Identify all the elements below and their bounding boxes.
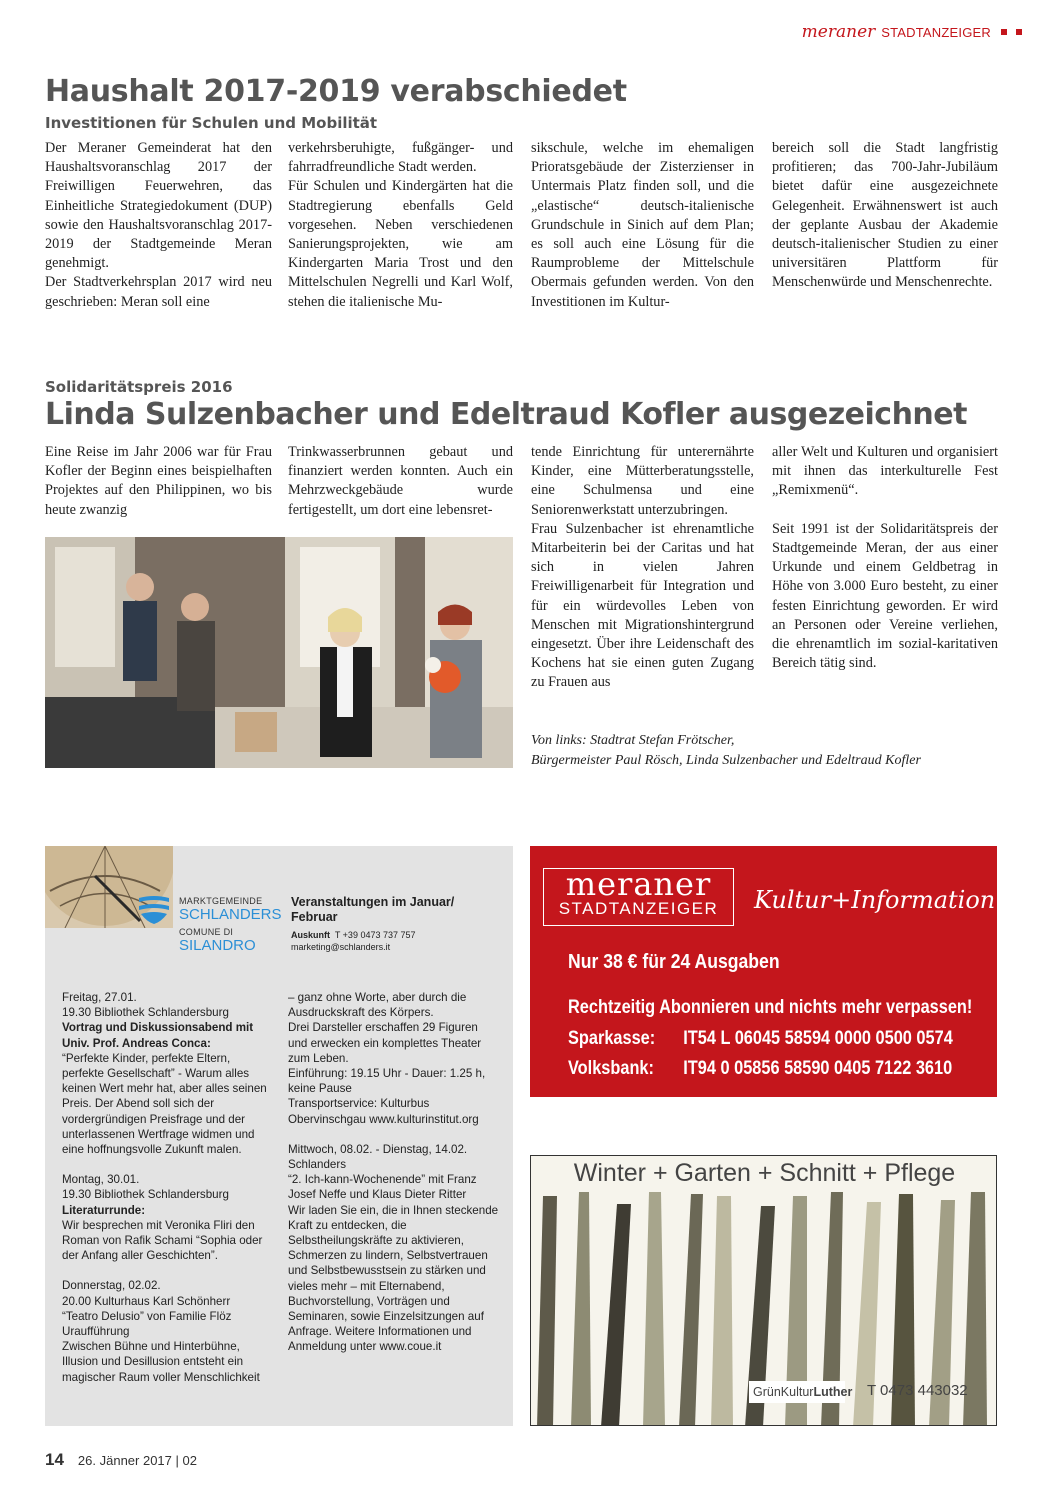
garden-ad: [530, 1155, 997, 1426]
event-line: Schlanders: [288, 1158, 347, 1172]
ad-logo: [543, 865, 734, 926]
event-line: Literaturrunde:: [62, 1203, 146, 1217]
muni-name-de: SCHLANDERS: [179, 906, 282, 923]
ad-bank-volksbank: [568, 1058, 952, 1080]
event-line: Wir besprechen mit Veronika Fliri den Roman von Rafik Schami “Sophia oder der Anfang aller Geschichten”.: [62, 1218, 263, 1263]
photo-caption: Von links: Stadtrat Stefan Frötscher, Bürgermeister Paul Rösch, Linda Sulzenbacher und Edeltraud Kofler: [531, 733, 921, 768]
article2-col4: aller Welt und Kulturen und organisiert mit ihnen das interkulturelle Fest „Remixmenü“. Seit 1991 ist der Solidaritätspreis der Stadtgemeinde Meran, der aus einer Urkunde und einem Geldbetrag in Höhe von 3.000 Euro besteht, zu einer festen Einrichtung geworden. Er wird an Personen oder Vereine verliehen, die ehrenamtlich im sozial-karitativen Bereich tätig sind.: [772, 444, 998, 672]
contact-email: marketing@schlanders.it: [291, 942, 391, 952]
article1-col2: verkehrsberuhigte, fußgänger- und fahrradfreundliche Stadt werden. Für Schulen und Kindergärten hat die Stadtregierung ebenfalls Geld vorgesehen. Neben verschiedenen Sanierungsprojekten, wie am Kindergarten Maria Trost und den Mittelschulen Negrelli und Karl Wolf, stehen die italienische Mu-: [288, 140, 513, 310]
event-line: 19.30 Bibliothek Schlandersburg: [62, 1006, 229, 1020]
article1-col4: bereich soll die Stadt langfristig profitieren; das 700-Jahr-Jubiläum bietet dafür eine ausgezeichnete Gelegenheit. Erwähnenswert ist auch der geplante Ausbau der Akademie deutsch-italienischer Studien zu einer universitären Plattform für Menschenwürde und Menschenrechte.: [772, 140, 998, 291]
article2-kicker: Solidaritätspreis 2016: [45, 378, 233, 396]
logo-text-bold: Luther: [813, 1385, 853, 1399]
article1-subtitle: Investitionen für Schulen und Mobilität: [45, 114, 378, 132]
ad-kultur-label: Kultur+Information: [754, 886, 996, 914]
event-line: Mittwoch, 08.02. - Dienstag, 14.02.: [288, 1142, 468, 1156]
muni-name-it: SILANDRO: [179, 937, 256, 954]
event-line: Vortrag und Diskussionsabend mit Univ. Prof. Andreas Conca:: [62, 1021, 254, 1050]
article2-title: Linda Sulzenbacher und Edeltraud Kofler ausgezeichnet: [45, 397, 967, 432]
event-line: Transportservice: Kulturbus Obervinschgau www.kulturinstitut.org: [288, 1097, 479, 1126]
article1-col3: sikschule, welche im ehemaligen Prioratsgebäude der Zisterzienser in Untermais Platz finden soll, und die „elastische“ deutsch-italienische Grundschule in Sinich auf dem Plan; es soll auch eine Lösung für die Raumprobleme der Mittelschule Obermais gefunden werden. Von den Investitionen im Kultur-: [531, 140, 754, 310]
event-line: Donnerstag, 02.02.: [62, 1279, 161, 1293]
page-number: 14: [45, 1450, 64, 1469]
garden-ad-phone: T 0473 443032: [867, 1382, 968, 1399]
award-photo: [45, 537, 513, 768]
muni-label-de: MARKTGEMEINDE: [179, 896, 263, 906]
events-right-column: [288, 990, 500, 1355]
events-left-column: [62, 990, 272, 1385]
event-line: Freitag, 27.01.: [62, 991, 137, 1004]
ad-price-line: Nur 38 € für 24 Ausgaben: [568, 951, 780, 973]
bank-iban: IT54 L 06045 58594 0000 0500 0574: [683, 1028, 953, 1049]
event-line: 19.30 Bibliothek Schlandersburg: [62, 1188, 229, 1202]
masthead-brand-sub: STADTANZEIGER: [881, 24, 991, 40]
masthead: [802, 22, 1022, 42]
bank-name: Volksbank:: [568, 1058, 654, 1079]
bank-name: Sparkasse:: [568, 1028, 656, 1049]
schlanders-logo-icon: [137, 894, 171, 924]
contact-phone: T +39 0473 737 757: [334, 930, 416, 940]
contact-label: Auskunft: [291, 930, 330, 940]
article1-title: Haushalt 2017-2019 verabschiedet: [45, 74, 627, 109]
square-icon: [1016, 29, 1022, 35]
event-line: “Perfekte Kinder, perfekte Eltern, perfekte Gesellschaft” - Warum alles keinen Wert mehr hat, aber alles seinen Preis. Der Abend soll sich der vordergründigen Preisfrage und der unterlassenen Wertfrage widmen und eine hoffnungsvolle Zukunft malen.: [62, 1051, 267, 1157]
subscription-ad: [530, 846, 997, 1097]
page-footer: [45, 1450, 197, 1470]
ad-logo-main: meraner: [565, 865, 712, 903]
article2-col3: tende Einrichtung für unterernährte Kinder, eine Mütterberatungsstelle, eine Schulmensa und eine Seniorenwerkstatt unterzubringen. Frau Sulzenbacher ist ehrenamtliche Mitarbeiterin bei der Caritas und hat sich in vielen Jahren Freiwilligenarbeit für Integration und für ein würdevolles Leben von Menschen mit Migrationshintergrund eingesetzt. Über ihre Leidenschaft des Kochens hat sie einen guten Zugang zu Frauen aus: [531, 444, 754, 691]
logo-text: GrünKultur: [753, 1385, 814, 1399]
events-title: Veranstaltungen im Januar/ Februar: [291, 895, 455, 924]
garden-ad-title: Winter + Garten + Schnitt + Pflege: [573, 1159, 956, 1187]
bank-iban: IT94 0 05856 58590 0405 7122 3610: [683, 1058, 953, 1079]
event-line: Montag, 30.01.: [62, 1173, 140, 1187]
masthead-brand: meraner: [801, 22, 876, 42]
event-line: [288, 1127, 500, 1142]
ad-logo-sub: STADTANZEIGER: [558, 899, 719, 918]
event-line: “Teatro Delusio” von Familie Flöz Uraufführung: [62, 1309, 232, 1339]
event-line: “2. Ich-kann-Wochenende” mit Franz Josef Neffe und Klaus Dieter Ritter: [288, 1173, 477, 1202]
municipality-name: [179, 896, 282, 954]
event-line: Wir laden Sie ein, die in Ihnen steckende Kraft zu entdecken, die Selbstheilungskräfte zu aktivieren, Schmerzen zu lindern, Selbstvertrauen und Selbstbewusstsein zu stärken und vieles mehr – mit Elternabend, Buchvorstellung, Vorträgen und Seminaren, sowie Einzelsitzungen auf Anfrage. Weitere Informationen und Anmeldung unter www.coue.it: [288, 1203, 499, 1354]
event-line: 20.00 Kulturhaus Karl Schönherr: [62, 1294, 231, 1308]
events-contact: [291, 929, 416, 953]
schlanders-events-box: [45, 846, 513, 1426]
ad-bank-sparkasse: [568, 1028, 953, 1050]
square-icon: [1001, 29, 1007, 35]
issue-date: 26. Jänner 2017 | 02: [77, 1453, 197, 1468]
ad-cta-line: Rechtzeitig Abonnieren und nichts mehr verpassen!: [568, 997, 973, 1018]
event-line: Drei Darsteller erschaffen 29 Figuren und erwecken ein komplettes Theater zum Leben.: [288, 1021, 482, 1065]
article2-col2: Trinkwasserbrunnen gebaut und finanziert werden konnten. Auch ein Mehrzweckgebäude wurde fertigestellt, um dort eine lebensret-: [288, 444, 513, 518]
event-line: [62, 1157, 272, 1172]
article1-col1: Der Meraner Gemeinderat hat den Haushaltsvoranschlag 2017 der Freiwilligen Feuerwehren, das Einheitliche Strategiedokument (DUP) sowie den Haushaltsvoranschlag 2017-2019 der Stadtgemeinde Meran genehmigt. Der Stadtverkehrsplan 2017 wird neu geschrieben: Meran soll eine: [45, 140, 272, 310]
event-line: [62, 1263, 272, 1278]
event-line: Einführung: 19.15 Uhr - Dauer: 1.25 h, keine Pause: [288, 1067, 486, 1096]
event-line: Zwischen Bühne und Hinterbühne, Illusion und Desillusion entsteht ein magischer Raum voller Menschlichkeit: [62, 1340, 260, 1384]
muni-label-it: COMUNE DI: [179, 927, 234, 937]
award-photo-image: [45, 537, 513, 768]
garden-ad-logo: [749, 1381, 853, 1403]
article2-col1: Eine Reise im Jahr 2006 war für Frau Kofler der Beginn eines beispielhaften Projektes auf den Philippinen, wo bis heute zwanzig: [45, 444, 272, 518]
event-line: – ganz ohne Worte, aber durch die Ausdruckskraft des Körpers.: [288, 991, 467, 1020]
